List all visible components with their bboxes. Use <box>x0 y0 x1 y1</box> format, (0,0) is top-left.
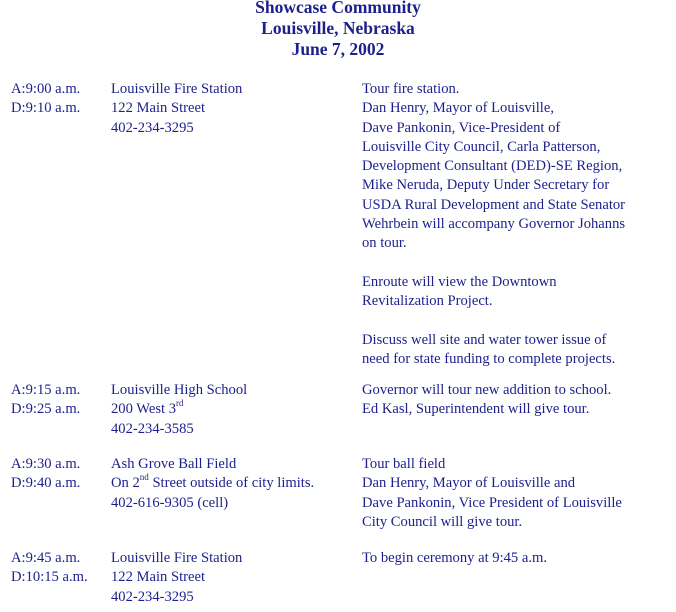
location-address: 122 Main Street <box>111 100 206 117</box>
location-phone: 402-234-3585 <box>111 420 194 437</box>
header-title: Showcase Community <box>255 0 421 17</box>
notes-column <box>362 455 672 532</box>
arrival-time: A:9:30 a.m. <box>11 456 81 472</box>
note-line: Enroute will view the Downtown <box>362 273 557 290</box>
note-line: Tour ball field <box>362 456 446 472</box>
note-line: Ed Kasl, Superintendent will give tour. <box>362 401 590 418</box>
location-name: Ash Grove Ball Field <box>111 456 237 472</box>
address-text: 200 West 3 <box>111 401 177 418</box>
header-location: Louisville, Nebraska <box>261 18 415 38</box>
address-text: Street outside of city limits. <box>148 475 315 492</box>
document-header <box>0 0 676 60</box>
location-phone: 402-234-3295 <box>111 588 194 605</box>
notes-column <box>362 381 672 420</box>
departure-time: D:9:10 a.m. <box>11 100 81 117</box>
note-line: Discuss well site and water tower issue of <box>362 331 607 348</box>
location-name: Louisville Fire Station <box>111 81 243 97</box>
note-line: Wehrbein will accompany Governor Johanns <box>362 216 626 233</box>
note-line: Dave Pankonin, Vice President of Louisville <box>362 494 622 511</box>
notes-paragraph <box>362 80 672 254</box>
departure-time: D:10:15 a.m. <box>11 569 88 586</box>
departure-time: D:9:25 a.m. <box>11 401 81 418</box>
note-line: Development Consultant (DED)-SE Region, <box>362 158 623 175</box>
notes-paragraph <box>362 455 672 532</box>
time-column <box>11 455 109 494</box>
time-column <box>11 80 109 119</box>
note-line: Revitalization Project. <box>362 293 493 310</box>
address-superscript: nd <box>139 472 149 483</box>
note-line: Dan Henry, Mayor of Louisville and <box>362 475 576 492</box>
departure-time: D:9:40 a.m. <box>11 475 81 492</box>
note-line: Louisville City Council, Carla Patterson, <box>362 138 601 155</box>
location-name: Louisville Fire Station <box>111 550 243 566</box>
notes-paragraph <box>362 273 672 312</box>
note-line: Tour fire station. <box>362 81 460 97</box>
location-name: Louisville High School <box>111 382 248 398</box>
arrival-time: A:9:00 a.m. <box>11 81 81 97</box>
notes-paragraph <box>362 381 672 420</box>
location-phone: 402-234-3295 <box>111 119 194 136</box>
time-column <box>11 549 109 588</box>
address-text: On 2 <box>111 475 140 492</box>
arrival-time: A:9:15 a.m. <box>11 382 81 398</box>
note-line: Dan Henry, Mayor of Louisville, <box>362 100 554 117</box>
notes-paragraph <box>362 331 672 370</box>
location-column <box>111 549 356 607</box>
notes-paragraph <box>362 549 672 568</box>
location-column <box>111 455 356 513</box>
note-line: City Council will give tour. <box>362 513 523 530</box>
address-superscript: rd <box>176 398 184 409</box>
location-address <box>111 400 356 419</box>
location-phone: 402-616-9305 (cell) <box>111 494 229 511</box>
notes-column <box>362 80 672 369</box>
note-line: Governor will tour new addition to school. <box>362 382 612 398</box>
time-column <box>11 381 109 420</box>
location-address <box>111 474 356 493</box>
note-line: on tour. <box>362 235 407 252</box>
note-line: Mike Neruda, Deputy Under Secretary for <box>362 177 610 194</box>
location-address: 122 Main Street <box>111 569 206 586</box>
location-column <box>111 80 356 138</box>
note-line: Dave Pankonin, Vice-President of <box>362 119 561 136</box>
arrival-time: A:9:45 a.m. <box>11 550 81 566</box>
location-column <box>111 381 356 439</box>
header-date: June 7, 2002 <box>291 39 385 59</box>
notes-column <box>362 549 672 568</box>
note-line: USDA Rural Development and State Senator <box>362 196 626 213</box>
note-line: need for state funding to complete projects. <box>362 351 616 368</box>
note-line: To begin ceremony at 9:45 a.m. <box>362 550 547 566</box>
